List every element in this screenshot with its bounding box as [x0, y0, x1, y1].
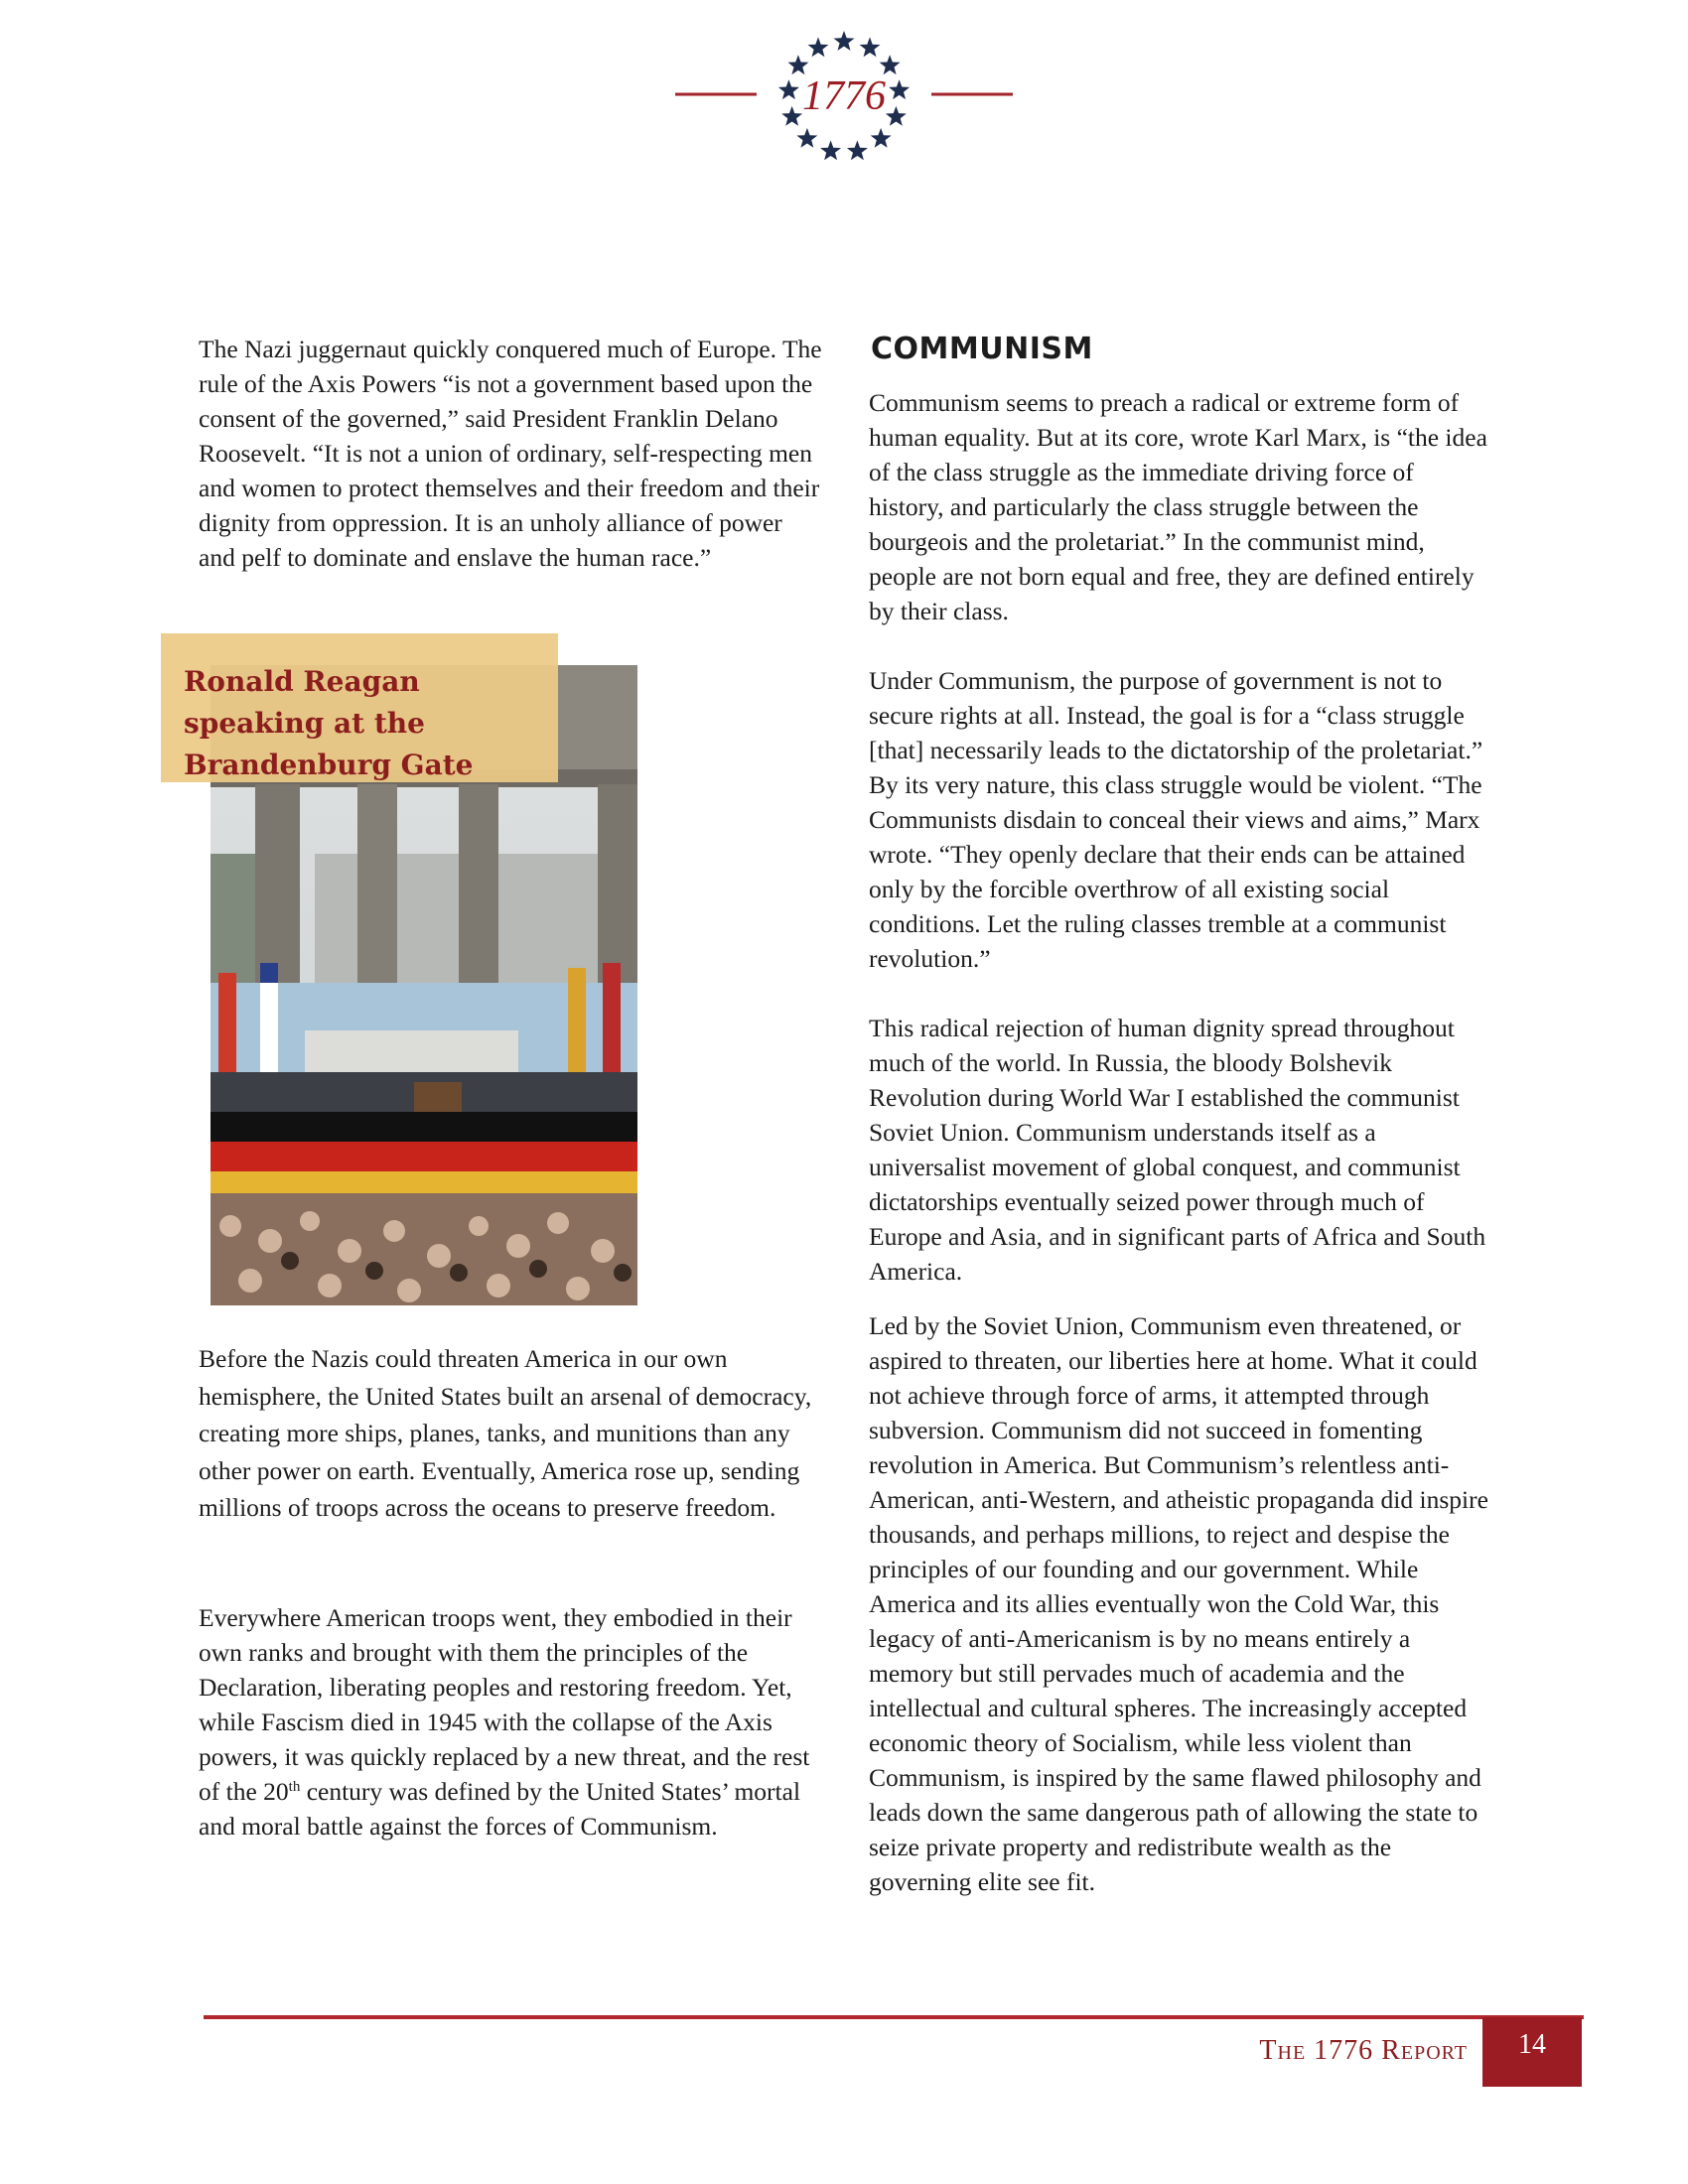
- circle-of-stars-logo: [665, 28, 1023, 177]
- paragraph-text: Under Communism, the purpose of government is not to secure rights at all. Instead, the goal is for a “class struggle [that] necessarily leads to the dictatorship of the proletariat.” By its very nature, this class struggle would be violent. “The Communists disdain to conceal their views and aims,” Marx wrote. “They openly declare that their ends can be attained only by the forcible overthrow of all existing social conditions. Let the ruling classes tremble at a communist revolution.”: [869, 666, 1483, 973]
- star-icon: [889, 79, 910, 99]
- paragraph-radical-rejection: [869, 1011, 1494, 1289]
- paragraph-text: Before the Nazis could threaten America in our own hemisphere, the United States built an arsenal of democracy, creating more ships, planes, tanks, and munitions than any other power on earth. Eventually, America rose up, sending millions of troops across the oceans to preserve freedom.: [199, 1344, 812, 1522]
- star-icon: [808, 37, 829, 57]
- star-icon: [820, 140, 841, 160]
- star-icon: [796, 128, 817, 148]
- paragraph-nazi-juggernaut: [199, 332, 824, 575]
- footer-rule: [204, 2015, 1584, 2019]
- section-heading: COMMUNISM: [871, 332, 1093, 366]
- star-icon: [788, 55, 809, 74]
- page-number-box: [1482, 2017, 1582, 2087]
- paragraph-text: century was defined by the United States’ mortal and moral battle against the forces of Communism.: [199, 1777, 801, 1841]
- paragraph-communism-equality: [869, 385, 1494, 628]
- star-icon: [781, 106, 802, 126]
- paragraph-text: The Nazi juggernaut quickly conquered much of Europe. The rule of the Axis Powers “is not a government based upon the consent of the governed,” said President Franklin Delano Roosevelt. “It is not a union of ordinary, self-respecting men and women to protect themselves and their freedom and their dignity from oppression. It is an unholy alliance of power and pelf to dominate and enslave the human race.”: [199, 335, 822, 572]
- star-icon: [871, 128, 892, 148]
- star-icon: [778, 79, 799, 99]
- paragraph-american-troops: [199, 1600, 824, 1843]
- paragraph-text: Everywhere American troops went, they embodied in their own ranks and brought with them the principles of the Declaration, liberating peoples and restoring freedom. Yet, while Fascism died in 1945 with the collapse of the Axis powers, it was quickly replaced by a new threat, and the rest of the 20: [199, 1603, 810, 1806]
- paragraph-class-struggle: [869, 663, 1494, 976]
- star-icon: [834, 31, 855, 51]
- footer-title: The 1776 Report: [1259, 2035, 1468, 2066]
- star-icon: [880, 55, 901, 74]
- paragraph-arsenal-of-democracy: [199, 1340, 824, 1527]
- superscript: th: [288, 1779, 301, 1795]
- paragraph-soviet-union: [869, 1308, 1494, 1899]
- star-icon: [860, 37, 881, 57]
- logo-year: 1776: [802, 73, 886, 119]
- paragraph-text: This radical rejection of human dignity spread throughout much of the world. In Russia, the bloody Bolshevik Revolution during World War I established the communist Soviet Union. Communism understands itself as a universalist movement of global conquest, and communist dictatorships eventually seized power through much of Europe and Asia, and in significant parts of Africa and South America.: [869, 1014, 1486, 1286]
- photo-caption: Ronald Reagan speaking at the Brandenburg Gate: [184, 665, 474, 781]
- page-number: 14: [1518, 2029, 1546, 2060]
- paragraph-text: Communism seems to preach a radical or extreme form of human equality. But at its core, wrote Karl Marx, is “the idea of the class struggle as the immediate driving force of history, and particularly the class struggle between the bourgeois and the proletariat.” In the communist mind, people are not born equal and free, they are defined entirely by their class.: [869, 388, 1487, 625]
- paragraph-text: Led by the Soviet Union, Communism even threatened, or aspired to threaten, our liberties here at home. What it could not achieve through force of arms, it attempted through subversion. Communism did not succeed in fomenting revolution in America. But Communism’s relentless anti-American, anti-Western, and atheistic propaganda did inspire thousands, and perhaps millions, to reject and despise the principles of our founding and our government. While America and its allies eventually won the Cold War, this legacy of anti-Americanism is by no means entirely a memory but still pervades much of academia and the intellectual and cultural spheres. The increasingly accepted economic theory of Socialism, while less violent than Communism, is inspired by the same flawed philosophy and leads down the same dangerous path of allowing the state to seize private property and redistribute wealth as the governing elite see fit.: [869, 1311, 1488, 1896]
- star-icon: [886, 106, 907, 126]
- star-icon: [847, 140, 868, 160]
